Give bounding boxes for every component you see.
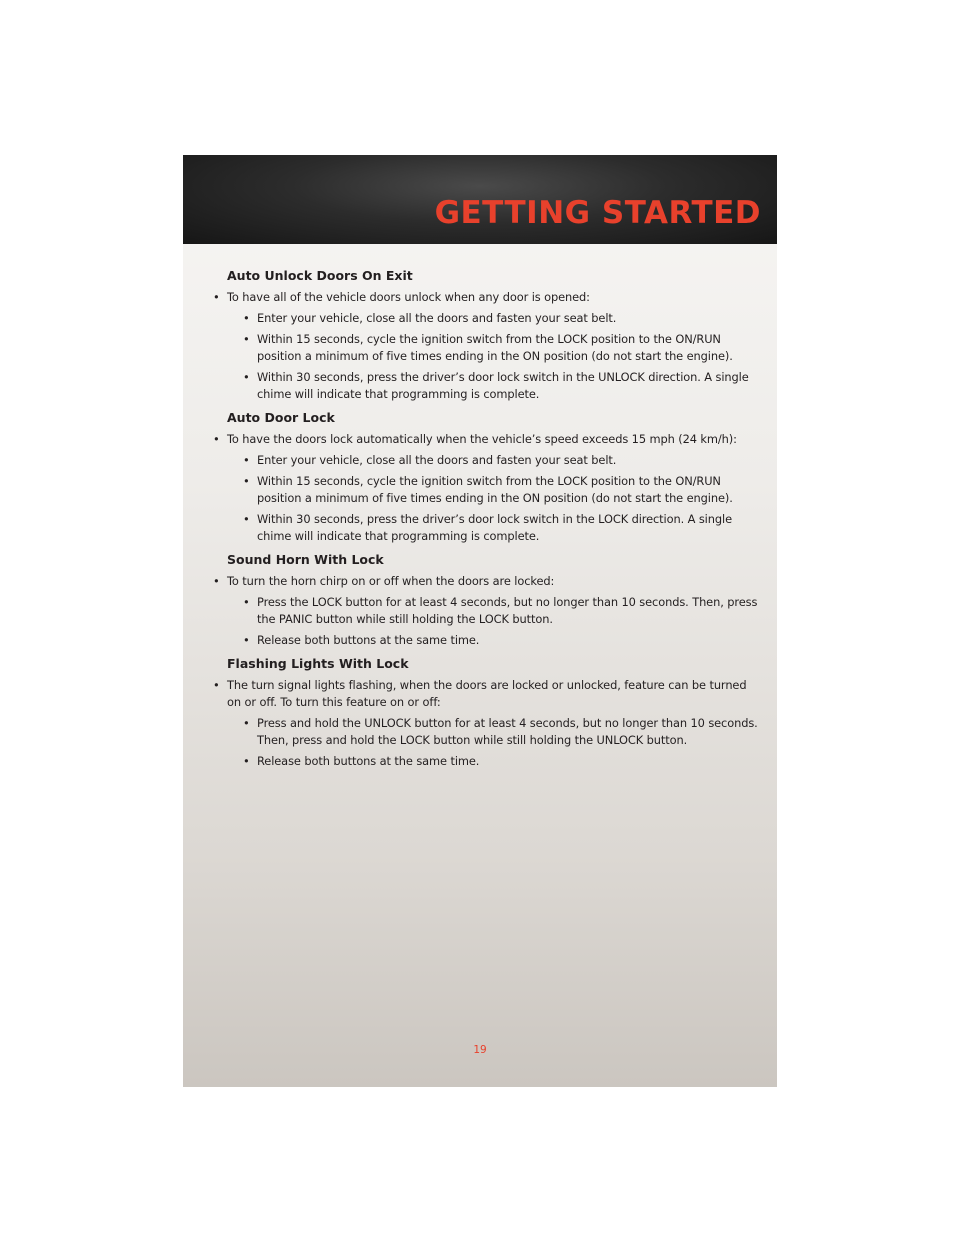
intro-item: • The turn signal lights flashing, when the doors are locked or unlocked, feature can be turned on or off. To turn this feature on or off: — [213, 678, 747, 709]
step-item: • Enter your vehicle, close all the doors and fasten your seat belt. — [243, 311, 617, 325]
bullet-icon: • — [213, 678, 220, 692]
step-item: • Within 30 seconds, press the driver’s door lock switch in the LOCK direction. A single chime will indicate that programming is complete. — [243, 512, 732, 543]
section-heading: Auto Door Lock — [227, 410, 335, 425]
step-item: • Press and hold the UNLOCK button for at least 4 seconds, but no longer than 10 seconds. Then, press and hold the LOCK button while still holding the UNLOCK button. — [243, 716, 758, 747]
bullet-icon: • — [243, 370, 250, 384]
bullet-icon: • — [213, 432, 220, 446]
bullet-icon: • — [243, 754, 250, 768]
step-item: • Within 15 seconds, cycle the ignition switch from the LOCK position to the ON/RUN position a minimum of five times ending in the ON position (do not start the engine). — [243, 332, 733, 363]
bullet-icon: • — [243, 595, 250, 609]
bullet-icon: • — [213, 290, 220, 304]
step-item: • Release both buttons at the same time. — [243, 754, 480, 768]
section-heading: Flashing Lights With Lock — [227, 656, 409, 671]
bullet-icon: • — [243, 716, 250, 730]
page-content — [201, 267, 761, 776]
step-item: • Within 30 seconds, press the driver’s door lock switch in the UNLOCK direction. A single chime will indicate that programming is complete. — [243, 370, 749, 401]
step-item: • Within 15 seconds, cycle the ignition switch from the LOCK position to the ON/RUN position a minimum of five times ending in the ON position (do not start the engine). — [243, 474, 733, 505]
bullet-icon: • — [243, 332, 250, 346]
intro-item: • To turn the horn chirp on or off when the doors are locked: — [213, 574, 555, 588]
step-item: • Press the LOCK button for at least 4 seconds, but no longer than 10 seconds. Then, press the PANIC button while still holding the LOCK button. — [243, 595, 758, 626]
bullet-icon: • — [243, 633, 250, 647]
section-auto-unlock — [201, 267, 761, 403]
section-auto-door-lock — [201, 409, 761, 545]
section-heading: Sound Horn With Lock — [227, 552, 384, 567]
bullet-icon: • — [243, 474, 250, 488]
section-title: GETTING STARTED — [434, 195, 761, 231]
page-number: 19 — [473, 1044, 487, 1056]
section-heading: Auto Unlock Doors On Exit — [227, 268, 413, 283]
step-item: • Release both buttons at the same time. — [243, 633, 480, 647]
bullet-icon: • — [243, 512, 250, 526]
step-item: • Enter your vehicle, close all the doors and fasten your seat belt. — [243, 453, 617, 467]
section-sound-horn — [201, 551, 761, 649]
bullet-icon: • — [213, 574, 220, 588]
manual-page — [183, 155, 777, 1087]
bullet-icon: • — [243, 453, 250, 467]
intro-item: • To have the doors lock automatically when the vehicle’s speed exceeds 15 mph (24 km/h): — [213, 432, 737, 446]
bullet-icon: • — [243, 311, 250, 325]
section-header-bar — [183, 155, 777, 244]
section-flashing-lights — [201, 655, 761, 770]
intro-item: • To have all of the vehicle doors unlock when any door is opened: — [213, 290, 590, 304]
